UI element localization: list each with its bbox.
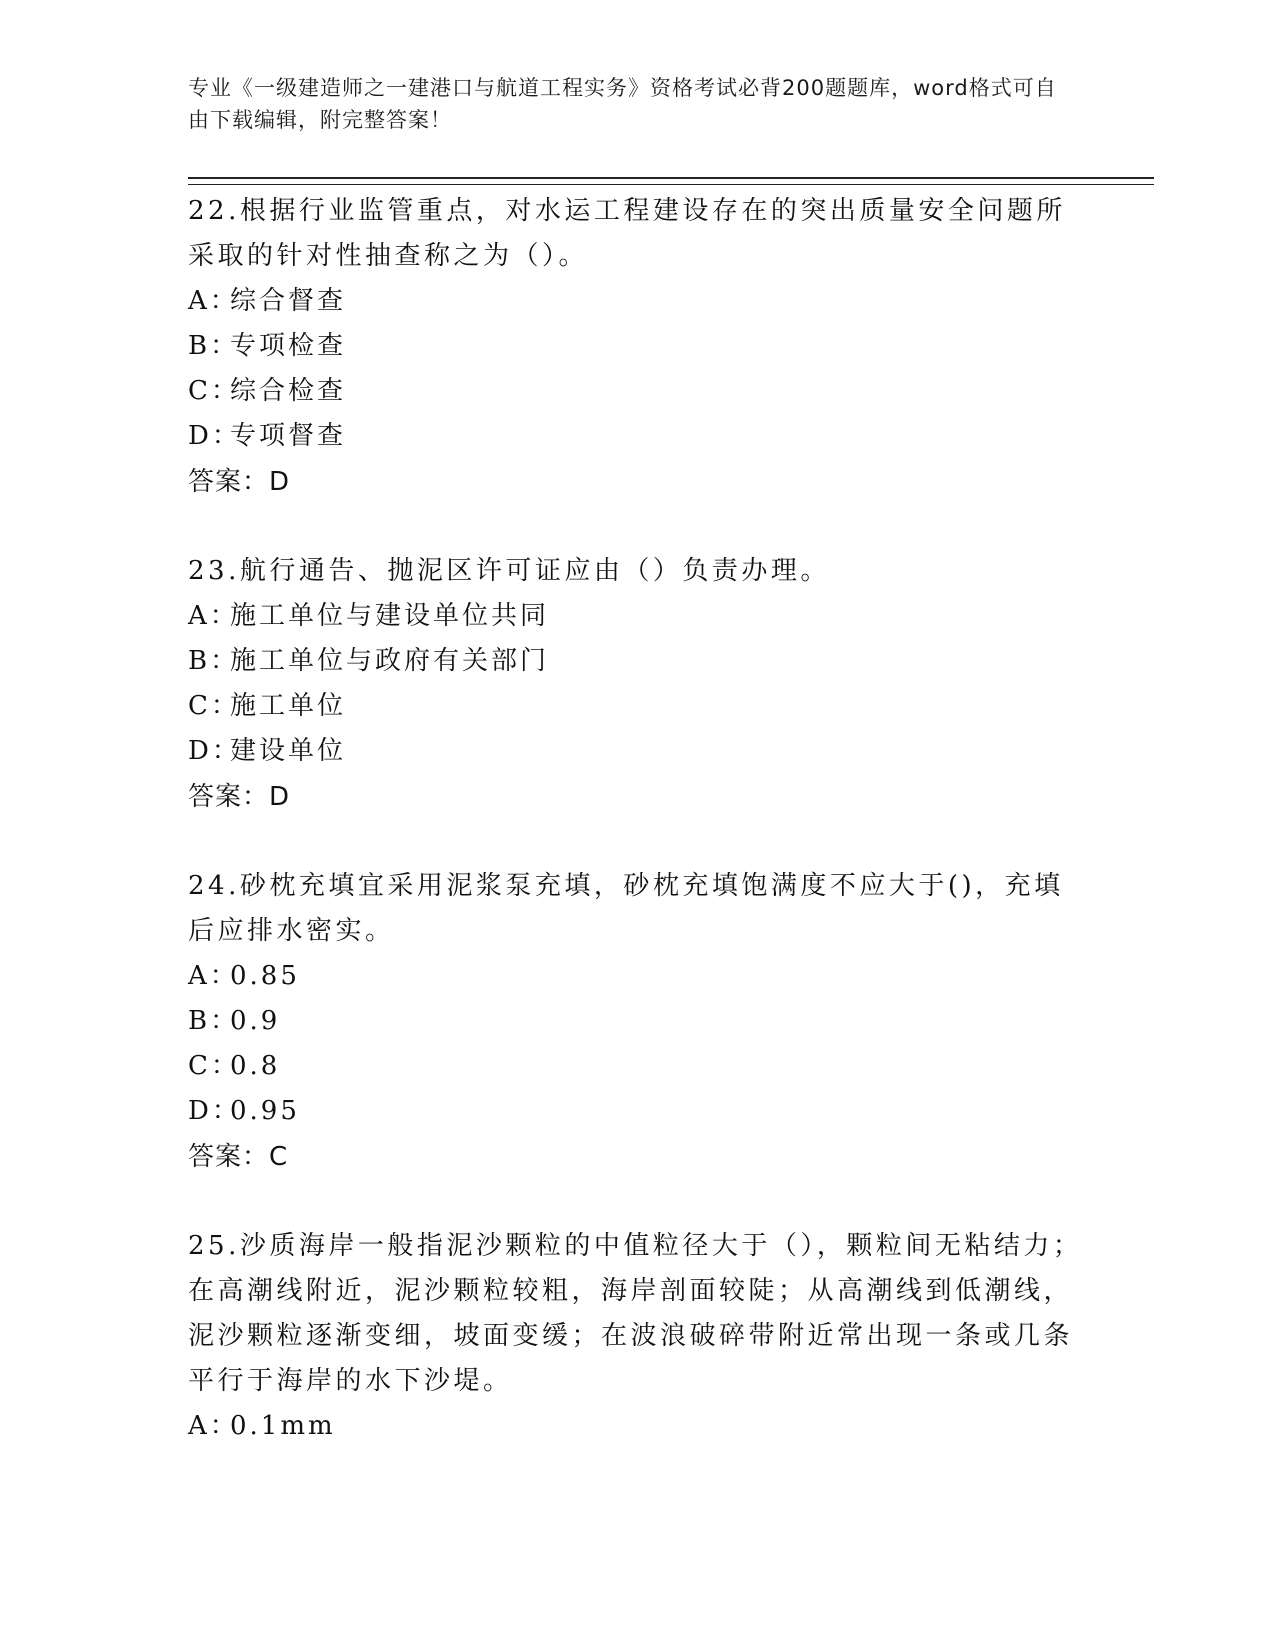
option-text: 0.9 bbox=[230, 1006, 281, 1036]
option-key: A： bbox=[188, 961, 239, 991]
question-25 bbox=[188, 1224, 1088, 1449]
option-key: A： bbox=[188, 286, 239, 316]
option-key: A： bbox=[188, 1411, 239, 1441]
question-23 bbox=[188, 549, 1088, 820]
option-text: 0.8 bbox=[230, 1051, 281, 1081]
option-d bbox=[188, 414, 1088, 459]
question-text: 22.根据行业监管重点，对水运工程建设存在的突出质量安全问题所采取的针对性抽查称之为（）。 bbox=[188, 196, 1066, 271]
question-text: 25.沙质海岸一般指泥沙颗粒的中值粒径大于（），颗粒间无粘结力；在高潮线附近，泥沙颗粒较粗，海岸剖面较陡；从高潮线到低潮线，泥沙颗粒逐渐变细，坡面变缓；在波浪破碎带附近常出现一条或几条平行于海岸的水下沙堤。 bbox=[188, 1231, 1083, 1396]
option-text: 0.95 bbox=[230, 1096, 300, 1126]
option-key: B： bbox=[188, 1006, 240, 1036]
header-divider bbox=[188, 177, 1154, 179]
option-a bbox=[188, 594, 1088, 639]
option-text: 0.85 bbox=[230, 961, 300, 991]
option-key: D： bbox=[188, 421, 241, 451]
option-text: 施工单位 bbox=[230, 691, 347, 721]
option-key: C： bbox=[188, 376, 240, 406]
question-list bbox=[188, 189, 1088, 1493]
option-text: 专项督查 bbox=[230, 421, 347, 451]
option-key: D： bbox=[188, 1096, 241, 1126]
option-text: 专项检查 bbox=[230, 331, 347, 361]
document-header bbox=[188, 72, 1068, 136]
answer-line: 答案：C bbox=[188, 1142, 289, 1172]
option-a bbox=[188, 1404, 1088, 1449]
answer-line: 答案：D bbox=[188, 467, 291, 497]
option-a bbox=[188, 954, 1088, 999]
question-22 bbox=[188, 189, 1088, 505]
option-c bbox=[188, 369, 1088, 414]
option-c bbox=[188, 1044, 1088, 1089]
header-divider-thin bbox=[188, 184, 1154, 185]
option-d bbox=[188, 729, 1088, 774]
option-key: C： bbox=[188, 691, 240, 721]
question-24 bbox=[188, 864, 1088, 1180]
option-key: C： bbox=[188, 1051, 240, 1081]
option-b bbox=[188, 999, 1088, 1044]
option-text: 施工单位与建设单位共同 bbox=[230, 601, 550, 631]
header-title: 专业《一级建造师之一建港口与航道工程实务》资格考试必背200题题库，word格式可自由下载编辑，附完整答案！ bbox=[188, 76, 1057, 132]
option-text: 0.1mm bbox=[230, 1411, 336, 1441]
answer-line: 答案：D bbox=[188, 782, 291, 812]
option-text: 施工单位与政府有关部门 bbox=[230, 646, 550, 676]
option-c bbox=[188, 684, 1088, 729]
option-d bbox=[188, 1089, 1088, 1134]
option-text: 综合督查 bbox=[230, 286, 347, 316]
option-b bbox=[188, 324, 1088, 369]
question-text: 23.航行通告、抛泥区许可证应由（）负责办理。 bbox=[188, 556, 830, 586]
option-a bbox=[188, 279, 1088, 324]
option-key: B： bbox=[188, 646, 240, 676]
option-key: A： bbox=[188, 601, 239, 631]
option-text: 建设单位 bbox=[230, 736, 347, 766]
question-text: 24.砂枕充填宜采用泥浆泵充填，砂枕充填饱满度不应大于()，充填后应排水密实。 bbox=[188, 871, 1064, 946]
option-key: B： bbox=[188, 331, 240, 361]
option-key: D： bbox=[188, 736, 241, 766]
option-text: 综合检查 bbox=[230, 376, 347, 406]
option-b bbox=[188, 639, 1088, 684]
